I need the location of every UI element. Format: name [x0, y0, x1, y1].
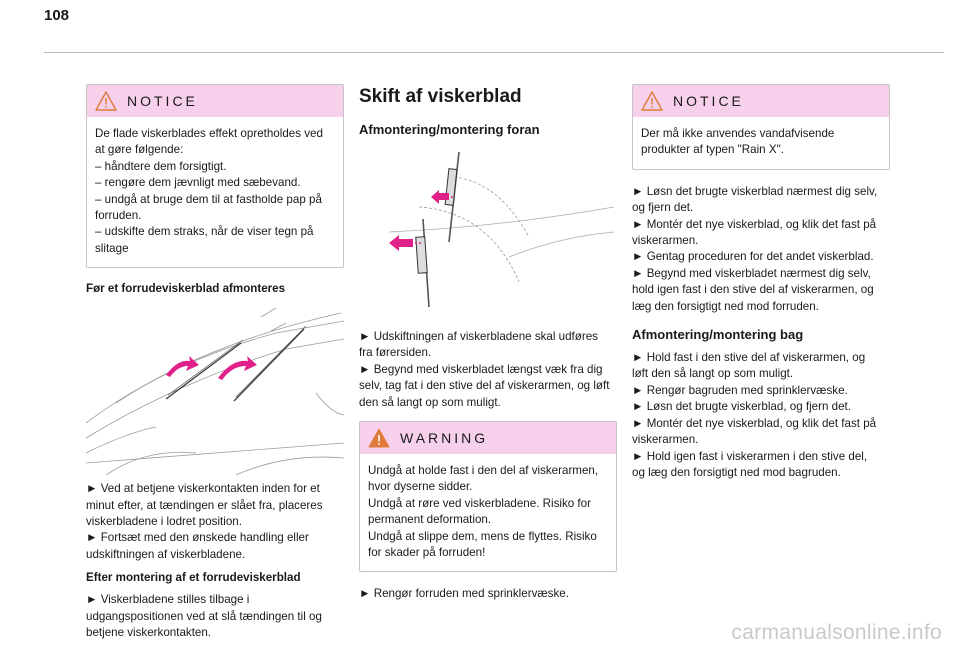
- step-line: ► Begynd med viskerbladet nærmest dig selv,: [632, 266, 871, 280]
- step-line: ► Rengør bagruden med sprinklervæske.: [632, 383, 848, 397]
- step-line: viskerarmen.: [632, 234, 699, 248]
- warning-line: hvor dyserne sidder.: [368, 480, 473, 494]
- step-line: ► Hold fast i den stive del af viskerarmen, og: [632, 351, 866, 365]
- front-steps: [359, 329, 617, 411]
- heading-before-removal: Før et forrudeviskerblad afmonteres: [86, 282, 286, 296]
- section-title: Skift af viskerblad: [359, 86, 522, 107]
- front-subtitle: Afmontering/montering foran: [359, 122, 540, 137]
- step-line: minut efter, at tændingen er slået fra, placeres: [86, 498, 323, 512]
- wiper-blade-illustration: [359, 147, 617, 315]
- step-list: [86, 481, 344, 563]
- notice-line: – rengøre dem jævnligt med sæbevand.: [95, 176, 301, 190]
- step-line: viskerarmen.: [632, 433, 699, 447]
- step-line: betjene viskerkontakten.: [86, 626, 212, 640]
- warning-line: Undgå at holde fast i den del af viskerarmen,: [368, 464, 599, 478]
- step-line: løft den så langt op som muligt.: [632, 367, 794, 381]
- notice-line: De flade viskerblades effekt opretholdes ved: [95, 127, 323, 140]
- step-line: ► Begynd med viskerbladet længst væk fra dig: [359, 362, 603, 376]
- step-line: hold igen fast i den stive del af viskerarmen, og: [632, 283, 874, 297]
- notice-title-2: NOTICE: [673, 93, 744, 109]
- step-line: selv, tag fat i den stive del af viskerarmen, og løft: [359, 379, 610, 393]
- notice-line: slitage: [95, 241, 129, 255]
- step-line: og fjern det.: [632, 201, 694, 215]
- step-line: ► Hold igen fast i viskerarmen i den stive del,: [632, 449, 868, 463]
- notice-header-2: [633, 85, 889, 117]
- page-number: 108: [44, 7, 70, 24]
- after-mounting-text: [86, 592, 344, 641]
- warning-line: Undgå at røre ved viskerbladene. Risiko for: [368, 496, 591, 510]
- notice-box-2: [632, 84, 890, 170]
- notice-body: [87, 117, 343, 267]
- column-3: [632, 84, 890, 487]
- notice-line: produkter af typen "Rain X".: [641, 143, 784, 157]
- wiper-blade-drawing: [359, 147, 617, 315]
- warning-body: [360, 454, 616, 571]
- notice-header: [87, 85, 343, 117]
- notice-line: – undgå at bruge dem til at fastholde pap på: [95, 192, 322, 206]
- warning-triangle-filled-icon: [368, 428, 390, 448]
- step-line: ► Udskiftningen af viskerbladene skal udføres: [359, 330, 598, 343]
- notice-line: forruden.: [95, 209, 142, 223]
- warning-title: WARNING: [400, 430, 489, 447]
- header-rule: [44, 52, 944, 53]
- warning-line: Undgå at slippe dem, mens de flyttes. Risiko: [368, 529, 597, 543]
- warning-triangle-icon: [95, 91, 117, 111]
- step-line: ► Fortsæt med den ønskede handling eller: [86, 531, 309, 545]
- warning-header: [360, 422, 616, 454]
- rear-heading: Afmontering/montering bag: [632, 327, 804, 343]
- column-1: [86, 84, 344, 648]
- step-line: ► Løsn det brugte viskerblad, og fjern det.: [632, 400, 851, 414]
- notice-title: NOTICE: [127, 93, 198, 109]
- watermark: carmanualsonline.info: [731, 621, 942, 644]
- step-line: ► Løsn det brugte viskerblad nærmest dig selv,: [632, 184, 878, 198]
- step-line: ► Viskerbladene stilles tilbage i: [86, 593, 250, 607]
- step-line: viskerbladene i lodret position.: [86, 515, 242, 529]
- step-line: udgangspositionen ved at slå tændingen til og: [86, 609, 322, 623]
- final-step: ► Rengør forruden med sprinklervæske.: [359, 587, 569, 601]
- notice-line: Der må ikke anvendes vandafvisende: [641, 127, 835, 140]
- step-line: den så langt op som muligt.: [359, 395, 501, 409]
- notice-body-2: [633, 117, 889, 169]
- step-line: ► Ved at betjene viskerkontakten inden for et: [86, 482, 320, 496]
- notice-box: [86, 84, 344, 268]
- warning-line: permanent deformation.: [368, 513, 492, 527]
- warning-line: for skader på forruden!: [368, 546, 486, 560]
- step-line: ► Gentag proceduren for det andet viskerblad.: [632, 250, 874, 264]
- step-line: og læg den forsigtigt ned mod bagruden.: [632, 465, 841, 479]
- step-list: [359, 329, 617, 411]
- steps-before-removal: [86, 481, 344, 563]
- column-2: [359, 84, 617, 609]
- warning-triangle-icon: [641, 91, 663, 111]
- notice-line: – udskifte dem straks, når de viser tegn på: [95, 225, 314, 239]
- windscreen-wipers-drawing: [86, 303, 344, 475]
- windscreen-wipers-illustration: [86, 303, 344, 475]
- step-line: læg den forsigtigt ned mod forruden.: [632, 299, 819, 313]
- step-line: fra førersiden.: [359, 346, 432, 360]
- notice-line: – håndtere dem forsigtigt.: [95, 159, 227, 173]
- notice-line: at gøre følgende:: [95, 143, 184, 157]
- blade-replacement-steps: [632, 184, 890, 315]
- step-line: ► Montér det nye viskerblad, og klik det fast på: [632, 416, 877, 430]
- heading-after-mounting: Efter montering af et forrudeviskerblad: [86, 571, 301, 585]
- rear-steps: [632, 350, 890, 481]
- warning-box: [359, 421, 617, 572]
- step-line: udskiftningen af viskerbladene.: [86, 547, 246, 561]
- step-line: ► Montér det nye viskerblad, og klik det fast på: [632, 217, 877, 231]
